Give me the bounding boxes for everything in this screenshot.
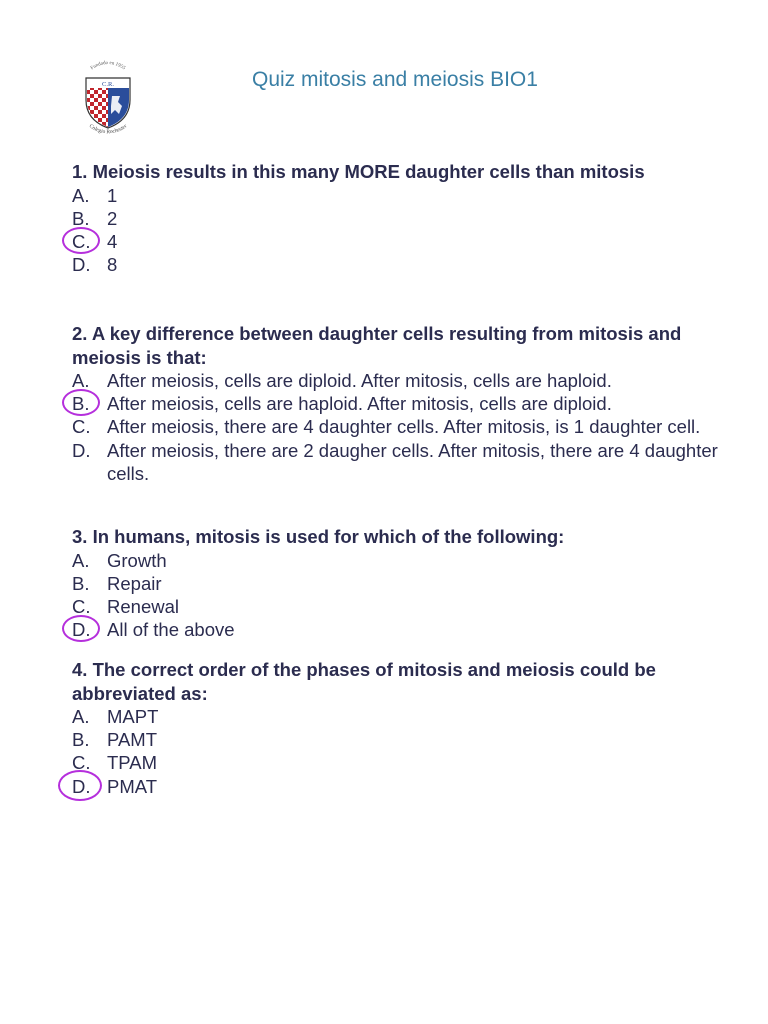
option-c[interactable] bbox=[72, 415, 722, 438]
option-text: 1 bbox=[107, 184, 118, 206]
option-text: PMAT bbox=[107, 775, 158, 797]
option-text: 2 bbox=[107, 207, 118, 229]
crest-icon bbox=[70, 58, 146, 138]
crest-arc-text: Fundado en 1955 bbox=[90, 60, 126, 72]
option-text: Growth bbox=[107, 549, 167, 571]
option-text: 8 bbox=[107, 254, 118, 276]
question-text: 3. In humans, mitosis is used for which of the following: bbox=[72, 526, 565, 547]
option-b[interactable] bbox=[72, 572, 722, 595]
option-c[interactable] bbox=[72, 595, 722, 618]
option-a[interactable] bbox=[72, 369, 722, 392]
question-text: 4. The correct order of the phases of mitosis and meiosis could be abbreviated as: bbox=[72, 659, 656, 704]
option-text: After meiosis, there are 4 daughter cells. After mitosis, is 1 daughter cell. bbox=[107, 416, 701, 438]
option-text: MAPT bbox=[107, 706, 159, 727]
option-letter: C. bbox=[72, 416, 91, 438]
option-a[interactable] bbox=[72, 184, 722, 207]
option-letter: B. bbox=[72, 393, 90, 415]
option-text: All of the above bbox=[107, 619, 235, 641]
option-letter: B. bbox=[72, 207, 90, 229]
option-letter: D. bbox=[72, 254, 91, 276]
option-d[interactable] bbox=[72, 775, 722, 798]
option-b[interactable] bbox=[72, 207, 722, 230]
option-text: TPAM bbox=[107, 752, 158, 774]
option-text: 4 bbox=[107, 230, 118, 252]
option-text: Renewal bbox=[107, 595, 179, 617]
question-3 bbox=[72, 525, 722, 641]
option-letter: B. bbox=[72, 729, 90, 751]
option-letter: A. bbox=[72, 370, 90, 391]
option-letter: A. bbox=[72, 184, 90, 206]
option-letter: C. bbox=[72, 752, 91, 774]
crest-school-name: Colegio Rochester bbox=[87, 123, 129, 136]
option-letter: C. bbox=[72, 595, 91, 617]
option-b[interactable] bbox=[72, 392, 722, 415]
option-text: After meiosis, there are 2 daugher cells. After mitosis, there are 4 daughter cells. bbox=[107, 439, 718, 484]
option-d[interactable] bbox=[72, 439, 722, 485]
question-2 bbox=[72, 322, 722, 485]
svg-text:Fundado en 1955 bbox=[90, 61, 126, 72]
question-text: 1. Meiosis results in this many MORE daughter cells than mitosis bbox=[72, 161, 645, 182]
school-crest-logo bbox=[70, 58, 146, 138]
option-c[interactable] bbox=[72, 751, 722, 774]
question-text: 2. A key difference between daughter cells resulting from mitosis and meiosis is that: bbox=[72, 323, 682, 368]
quiz-title: Quiz mitosis and meiosis BIO1 bbox=[252, 68, 538, 91]
option-letter: A. bbox=[72, 706, 90, 727]
option-text: Repair bbox=[107, 572, 162, 594]
option-letter: A. bbox=[72, 549, 90, 571]
crest-initials: C.R. bbox=[102, 81, 114, 88]
option-letter: B. bbox=[72, 572, 90, 594]
option-d[interactable] bbox=[72, 618, 722, 641]
question-1 bbox=[72, 160, 722, 276]
option-letter: D. bbox=[72, 439, 91, 461]
option-a[interactable] bbox=[72, 705, 722, 728]
option-letter: D. bbox=[72, 619, 91, 641]
option-text: After meiosis, cells are haploid. After mitosis, cells are diploid. bbox=[107, 393, 612, 415]
option-a[interactable] bbox=[72, 549, 722, 572]
option-letter: D. bbox=[72, 775, 91, 797]
option-text: PAMT bbox=[107, 729, 158, 751]
option-d[interactable] bbox=[72, 253, 722, 276]
option-letter: C. bbox=[72, 230, 91, 252]
question-4 bbox=[72, 658, 722, 798]
option-b[interactable] bbox=[72, 728, 722, 751]
option-text: After meiosis, cells are diploid. After mitosis, cells are haploid. bbox=[107, 370, 612, 391]
option-c[interactable] bbox=[72, 230, 722, 253]
